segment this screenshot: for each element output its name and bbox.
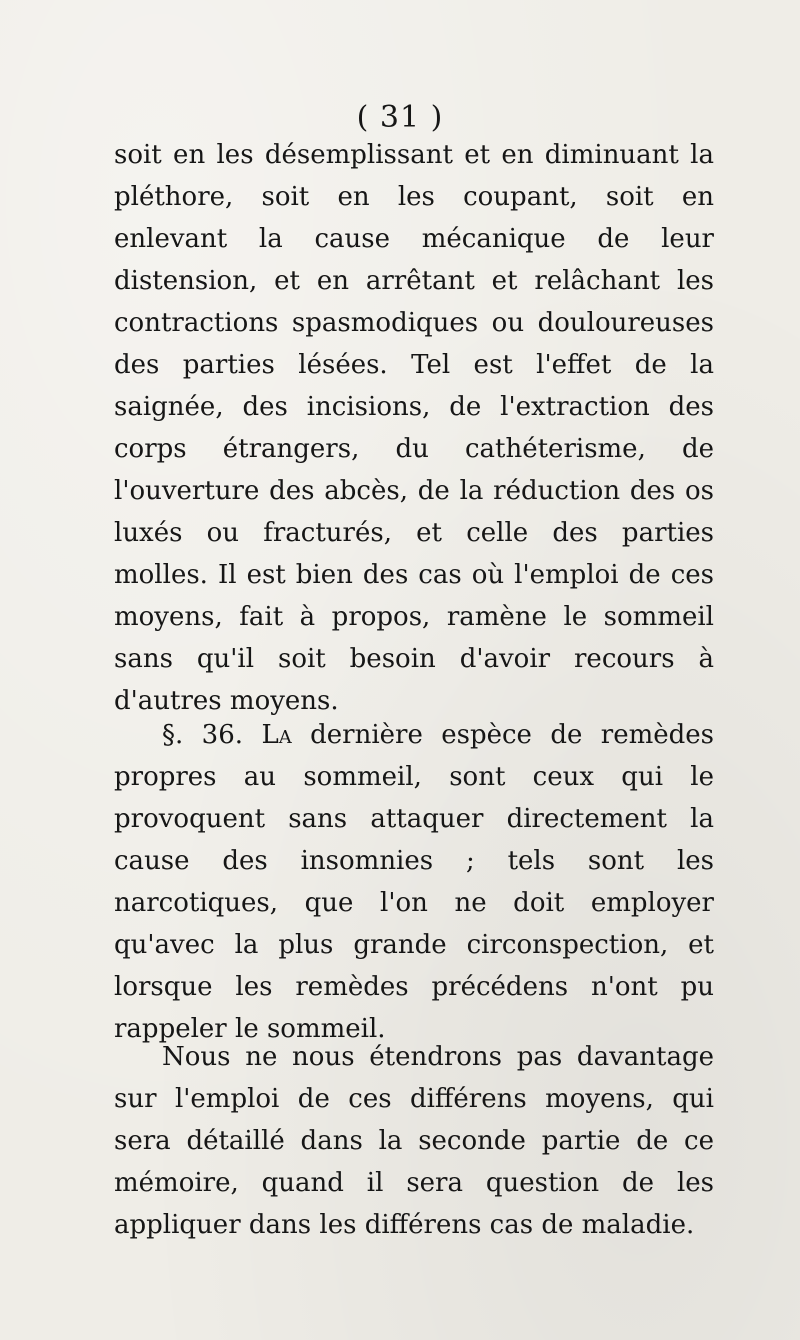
paragraph-section-36 (114, 714, 714, 1050)
section-first-word: La (261, 720, 292, 750)
section-mark: §. 36. (162, 720, 244, 750)
paragraph-conclusion (114, 1036, 714, 1246)
section-36-paragraph (114, 714, 714, 1050)
paragraph-text: soit en les désemplissant et en diminuant la pléthore, soit en les coupant, soit en enlevant la cause mécanique de leur distension, et en arrêtant et relâchant les contractions spasmodiques ou douloureuses des parties lésées. Tel est l'effet de la saignée, des incisions, de l'extraction des corps étrangers, du cathéterisme, de l'ouverture des abcès, de la réduction des os luxés ou fracturés, et celle des parties molles. Il est bien des cas où l'emploi de ces moyens, fait à propos, ramène le sommeil sans qu'il soit besoin d'avoir recours à d'autres moyens. (114, 140, 714, 716)
paragraph-continuation (114, 134, 714, 722)
section-36-text: dernière espèce de remèdes propres au sommeil, sont ceux qui le provoquent sans attaquer directement la cause des insomnies ; tels sont les narcotiques, que l'on ne doit employer qu'avec la plus grande circonspection, et lorsque les remèdes précédens n'ont pu rappeler le sommeil. (114, 720, 715, 1044)
page-number: ( 31 ) (356, 100, 444, 135)
conclusion-text: Nous ne nous étendrons pas davantage sur l'emploi de ces différens moyens, qui sera détaillé dans la seconde partie de ce mémoire, quand il sera question de les appliquer dans les différens cas de maladie. (114, 1042, 714, 1240)
